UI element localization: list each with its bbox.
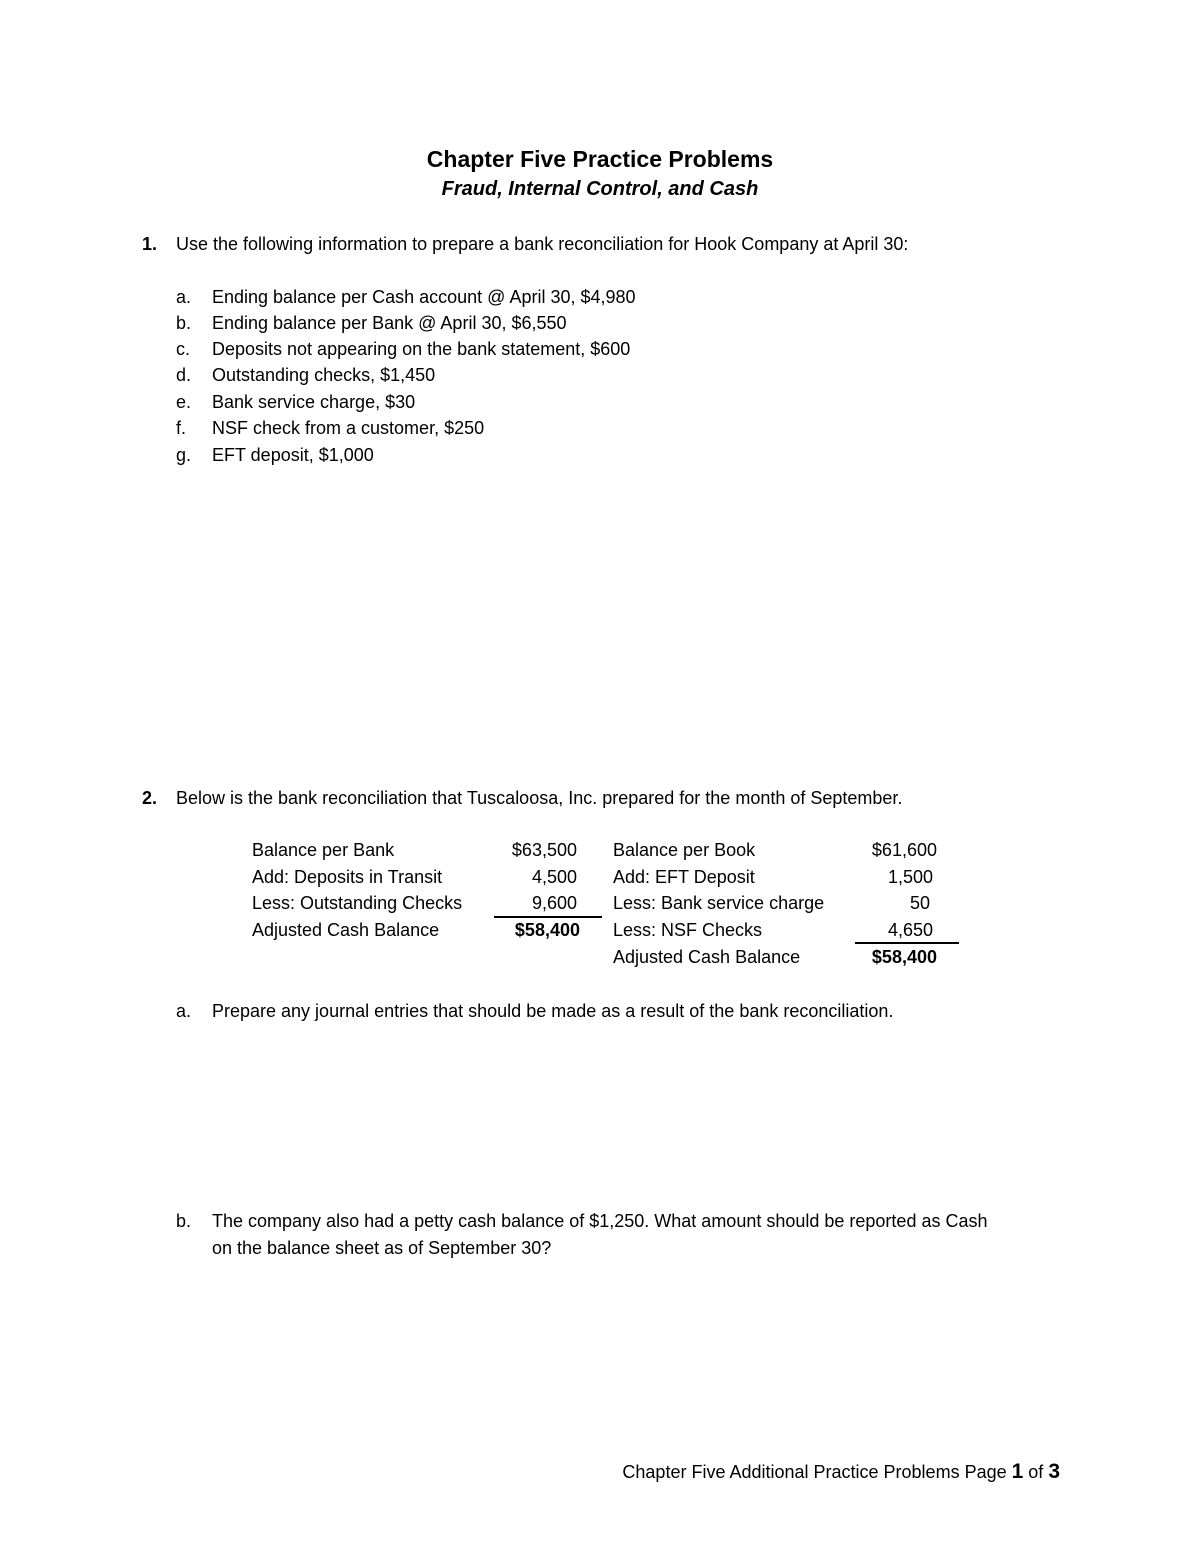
book-rec-value: 1,500 <box>887 867 933 887</box>
book-adjusted-value: $58,400 <box>871 947 937 967</box>
question-2-number: 2. <box>142 788 158 808</box>
q1-item-letter: c. <box>176 339 191 359</box>
q2-part-b-line1: The company also had a petty cash balance of $1,250. What amount should be reported as Cash <box>212 1211 988 1231</box>
book-rec-label: Adjusted Cash Balance <box>613 947 801 967</box>
question-1-number: 1. <box>142 234 158 254</box>
q1-item-text: Bank service charge, $30 <box>212 392 416 412</box>
footer-page-number: 1 <box>1011 1460 1024 1483</box>
bank-rec-label: Less: Outstanding Checks <box>252 893 463 913</box>
footer-total-pages: 3 <box>1048 1460 1060 1483</box>
book-underline <box>855 942 959 944</box>
bank-rec-value: $63,500 <box>511 840 577 860</box>
q1-item-text: Deposits not appearing on the bank statement, $600 <box>212 339 631 359</box>
question-2-text: Below is the bank reconciliation that Tuscaloosa, Inc. prepared for the month of September. <box>176 788 903 808</box>
page-subtitle: Fraud, Internal Control, and Cash <box>441 178 759 200</box>
q2-part-b-letter: b. <box>176 1211 192 1231</box>
book-rec-label: Less: Bank service charge <box>613 893 825 913</box>
q2-part-a-text: Prepare any journal entries that should be made as a result of the bank reconciliation. <box>212 1001 894 1021</box>
q1-item-letter: g. <box>176 445 192 465</box>
q1-item-letter: b. <box>176 313 192 333</box>
footer-prefix: Chapter Five Additional Practice Problems Page <box>622 1462 1012 1482</box>
page-title: Chapter Five Practice Problems <box>426 146 774 172</box>
q2-part-b-line2: on the balance sheet as of September 30? <box>212 1238 552 1258</box>
q1-item-text: NSF check from a customer, $250 <box>212 418 485 438</box>
footer-of: of <box>1023 1462 1049 1482</box>
q1-item-text: Outstanding checks, $1,450 <box>212 365 436 385</box>
book-rec-label: Balance per Book <box>613 840 756 860</box>
book-rec-label: Add: EFT Deposit <box>613 867 755 887</box>
bank-adjusted-value: $58,400 <box>514 920 580 940</box>
bank-rec-label: Adjusted Cash Balance <box>252 920 440 940</box>
q1-item-letter: d. <box>176 365 192 385</box>
book-rec-value: $61,600 <box>871 840 937 860</box>
bank-rec-label: Add: Deposits in Transit <box>252 867 443 887</box>
q1-item-letter: f. <box>176 418 187 438</box>
bank-rec-value: 9,600 <box>531 893 577 913</box>
q1-item-letter: e. <box>176 392 192 412</box>
q2-part-a-letter: a. <box>176 1001 192 1021</box>
book-rec-value: 50 <box>909 893 930 913</box>
bank-rec-label: Balance per Bank <box>252 840 395 860</box>
q1-item-text: EFT deposit, $1,000 <box>212 445 374 465</box>
q1-item-letter: a. <box>176 287 192 307</box>
q1-item-text: Ending balance per Bank @ April 30, $6,550 <box>212 313 567 333</box>
bank-underline <box>494 916 602 918</box>
page-footer <box>622 1460 1060 1484</box>
bank-rec-value: 4,500 <box>531 867 577 887</box>
question-1-text: Use the following information to prepare a bank reconciliation for Hook Company at April 30: <box>176 234 909 254</box>
book-rec-label: Less: NSF Checks <box>613 920 763 940</box>
q1-item-text: Ending balance per Cash account @ April 30, $4,980 <box>212 287 636 307</box>
book-rec-value: 4,650 <box>887 920 933 940</box>
